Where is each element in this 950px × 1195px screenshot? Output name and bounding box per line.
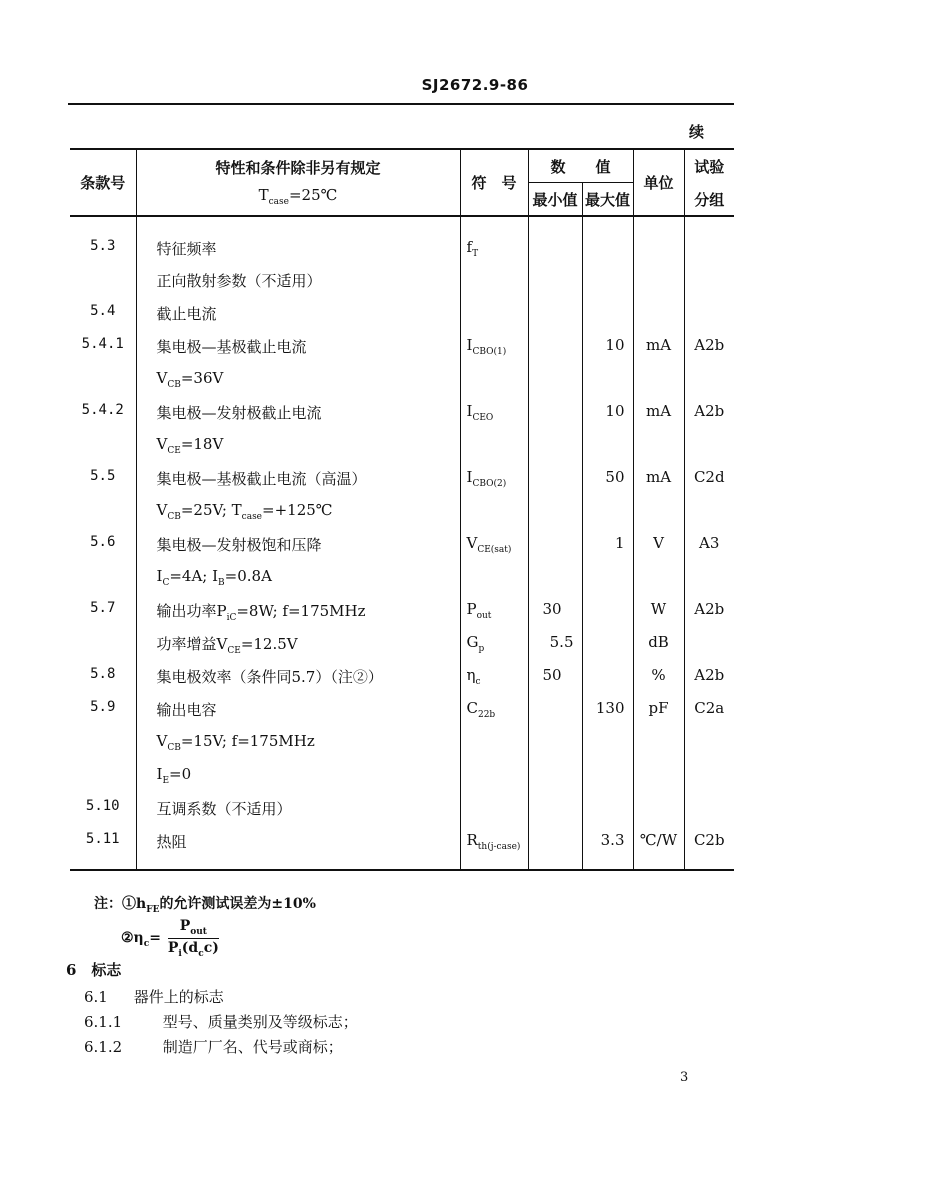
- row-text: $V_{CE}=18V$: [136, 426, 460, 459]
- note-2-denominator: $P_i(d_cc)$: [167, 939, 219, 959]
- row-text: 集电极—发射极截止电流: [136, 393, 460, 426]
- section-item: [84, 986, 224, 1007]
- row-max: [582, 756, 633, 789]
- row-min: [528, 723, 582, 756]
- col-conditions-line1: 特性和条件除非另有规定: [215, 158, 381, 177]
- page-number: 3: [680, 1070, 689, 1085]
- table-row: [70, 657, 734, 690]
- section-item-text: 制造厂厂名、代号或商标；: [162, 1038, 343, 1056]
- row-max: 10: [582, 393, 633, 426]
- table-row: [70, 294, 734, 327]
- row-text: $V_{CB}=25V$; $T_{case}=+125℃$: [136, 492, 460, 525]
- row-no: [70, 624, 136, 657]
- row-text: 集电极—发射极饱和压降: [136, 525, 460, 558]
- row-unit: [633, 426, 684, 459]
- row-min: [528, 822, 582, 870]
- row-symbol: [460, 360, 528, 393]
- table-row: [70, 393, 734, 426]
- section-6-title: 6 标志: [66, 961, 122, 979]
- row-text: 输出电容: [136, 690, 460, 723]
- row-no: 5.4.2: [81, 402, 124, 418]
- note-1: 注：$①h_{FE}$的允许测试误差为±10%: [94, 896, 316, 915]
- row-no: 5.8: [90, 666, 116, 682]
- row-max: [582, 723, 633, 756]
- row-group: A2b: [684, 393, 734, 426]
- row-min: [528, 756, 582, 789]
- section-item-text: 器件上的标志: [133, 988, 224, 1006]
- row-unit: [633, 756, 684, 789]
- row-unit: [633, 294, 684, 327]
- header-rule: [68, 103, 734, 105]
- row-text: 特征频率: [136, 216, 460, 261]
- row-group: C2a: [684, 690, 734, 723]
- row-unit: [633, 492, 684, 525]
- note-2: [121, 918, 219, 959]
- table-row: [70, 327, 734, 360]
- row-text: 输出功率$P_{iC}=8W$; f=175MHz: [136, 591, 460, 624]
- table-row: [70, 261, 734, 294]
- row-min: [528, 789, 582, 822]
- col-value: 数 值: [528, 149, 633, 183]
- row-group: [684, 360, 734, 393]
- row-unit: [633, 360, 684, 393]
- row-unit: [633, 261, 684, 294]
- row-unit: dB: [633, 624, 684, 657]
- row-symbol: [460, 558, 528, 591]
- row-min: 5.5: [528, 624, 582, 657]
- row-group: A2b: [684, 657, 734, 690]
- row-group: A3: [684, 525, 734, 558]
- row-text: 集电极效率（条件同5.7）（注②）: [136, 657, 460, 690]
- row-min: 30: [528, 591, 582, 624]
- row-text: 互调系数（不适用）: [136, 789, 460, 822]
- row-text: 集电极—基极截止电流: [136, 327, 460, 360]
- row-group: [684, 216, 734, 261]
- row-symbol: [460, 492, 528, 525]
- note-2-numerator: $P_{out}$: [168, 918, 219, 939]
- col-group-line2: 分组: [694, 190, 725, 209]
- row-symbol: $P_{out}$: [460, 591, 528, 624]
- row-unit: pF: [633, 690, 684, 723]
- row-symbol: [460, 261, 528, 294]
- row-no: [70, 360, 136, 393]
- section-item-text: 型号、质量类别及等级标志；: [162, 1013, 358, 1031]
- row-unit: ℃/W: [633, 822, 684, 870]
- row-symbol: [460, 756, 528, 789]
- row-min: [528, 261, 582, 294]
- row-min: [528, 459, 582, 492]
- table-row: [70, 525, 734, 558]
- row-no: 5.7: [90, 600, 116, 616]
- row-group: [684, 261, 734, 294]
- row-group: A2b: [684, 327, 734, 360]
- table-row: [70, 426, 734, 459]
- table-row: [70, 723, 734, 756]
- row-text: $I_C=4A$; $I_B=0.8A$: [136, 558, 460, 591]
- row-group: [684, 723, 734, 756]
- row-text: $V_{CB}=15V$; f=175MHz: [136, 723, 460, 756]
- row-group: C2b: [684, 822, 734, 870]
- row-no: 5.3: [90, 238, 116, 254]
- row-min: [528, 216, 582, 261]
- table-row: [70, 822, 734, 870]
- row-max: 1: [582, 525, 633, 558]
- row-max: 130: [582, 690, 633, 723]
- row-min: [528, 327, 582, 360]
- row-no: 5.10: [85, 798, 120, 814]
- row-unit: V: [633, 525, 684, 558]
- table-row: [70, 459, 734, 492]
- row-no: 5.6: [90, 534, 116, 550]
- row-no: [70, 426, 136, 459]
- row-group: [684, 624, 734, 657]
- row-text: $I_E=0$: [136, 756, 460, 789]
- row-min: [528, 525, 582, 558]
- row-symbol: $V_{CE(sat)}$: [460, 525, 528, 558]
- table-row: [70, 360, 734, 393]
- row-unit: [633, 723, 684, 756]
- table-row: [70, 624, 734, 657]
- row-group: [684, 558, 734, 591]
- row-text: 功率增益$V_{CE}=12.5V$: [136, 624, 460, 657]
- continued-label: 续: [689, 123, 705, 141]
- spec-table: [70, 148, 734, 871]
- row-symbol: $\eta_c$: [460, 657, 528, 690]
- row-unit: [633, 558, 684, 591]
- row-max: [582, 216, 633, 261]
- col-clause-no: 条款号: [70, 149, 136, 216]
- row-max: [582, 624, 633, 657]
- note-2-fraction: [168, 918, 219, 959]
- row-text: 集电极—基极截止电流（高温）: [136, 459, 460, 492]
- row-no: [70, 558, 136, 591]
- table-row: [70, 756, 734, 789]
- row-max: [582, 591, 633, 624]
- col-min: 最小值: [528, 183, 582, 217]
- row-symbol: $C_{22b}$: [460, 690, 528, 723]
- row-symbol: $I_{CBO(2)}$: [460, 459, 528, 492]
- row-group: A2b: [684, 591, 734, 624]
- col-group: [684, 149, 734, 216]
- row-max: [582, 789, 633, 822]
- row-max: [582, 360, 633, 393]
- row-min: 50: [528, 657, 582, 690]
- row-max: [582, 294, 633, 327]
- row-min: [528, 426, 582, 459]
- row-group: [684, 756, 734, 789]
- row-max: 3.3: [582, 822, 633, 870]
- row-symbol: [460, 789, 528, 822]
- row-group: [684, 789, 734, 822]
- col-max: 最大值: [582, 183, 633, 217]
- col-unit: 单位: [633, 149, 684, 216]
- row-text: 热阻: [136, 822, 460, 870]
- table-row: [70, 591, 734, 624]
- section-item-no: 6.1: [84, 988, 108, 1006]
- row-group: [684, 426, 734, 459]
- section-item-no: 6.1.1: [84, 1013, 123, 1031]
- row-max: [582, 657, 633, 690]
- row-unit: mA: [633, 327, 684, 360]
- row-unit: mA: [633, 459, 684, 492]
- row-unit: [633, 216, 684, 261]
- table-row: [70, 690, 734, 723]
- row-group: [684, 294, 734, 327]
- row-symbol: $f_T$: [460, 216, 528, 261]
- row-group: [684, 492, 734, 525]
- row-group: C2d: [684, 459, 734, 492]
- row-unit: [633, 789, 684, 822]
- row-no: 5.9: [90, 699, 116, 715]
- row-no: 5.5: [90, 468, 116, 484]
- row-no: [70, 723, 136, 756]
- row-text: 截止电流: [136, 294, 460, 327]
- table-row: [70, 558, 734, 591]
- row-symbol: [460, 723, 528, 756]
- row-no: 5.11: [70, 822, 136, 870]
- row-min: [528, 294, 582, 327]
- row-max: 10: [582, 327, 633, 360]
- row-symbol: $I_{CEO}$: [460, 393, 528, 426]
- row-no: 5.4: [90, 303, 116, 319]
- doc-number: SJ2672.9-86: [421, 76, 529, 94]
- row-min: [528, 393, 582, 426]
- section-item: [84, 1011, 358, 1032]
- table-row: [70, 492, 734, 525]
- row-no: [70, 492, 136, 525]
- row-max: [582, 492, 633, 525]
- col-conditions: [136, 149, 460, 216]
- row-symbol: $I_{CBO(1)}$: [460, 327, 528, 360]
- row-no: [70, 756, 136, 789]
- section-item-no: 6.1.2: [84, 1038, 123, 1056]
- table-row: [70, 216, 734, 261]
- row-symbol: [460, 426, 528, 459]
- row-unit: W: [633, 591, 684, 624]
- row-max: [582, 558, 633, 591]
- row-min: [528, 558, 582, 591]
- row-no: [70, 261, 136, 294]
- note-2-prefix: $②\eta_c=$: [121, 930, 161, 949]
- col-conditions-line2: $T_{case}=25℃$: [258, 185, 338, 207]
- row-max: [582, 426, 633, 459]
- row-no: 5.4.1: [81, 336, 124, 352]
- table-row: [70, 789, 734, 822]
- row-min: [528, 360, 582, 393]
- col-group-line1: 试验: [694, 157, 725, 176]
- row-text: 正向散射参数（不适用）: [136, 261, 460, 294]
- row-min: [528, 492, 582, 525]
- row-text: $V_{CB}=36V$: [136, 360, 460, 393]
- col-symbol: 符 号: [460, 149, 528, 216]
- row-symbol: $R_{th(j-case)}$: [460, 822, 528, 870]
- section-item: [84, 1036, 343, 1057]
- row-min: [528, 690, 582, 723]
- row-max: [582, 261, 633, 294]
- row-unit: mA: [633, 393, 684, 426]
- row-symbol: $G_p$: [460, 624, 528, 657]
- row-max: 50: [582, 459, 633, 492]
- row-unit: %: [633, 657, 684, 690]
- row-symbol: [460, 294, 528, 327]
